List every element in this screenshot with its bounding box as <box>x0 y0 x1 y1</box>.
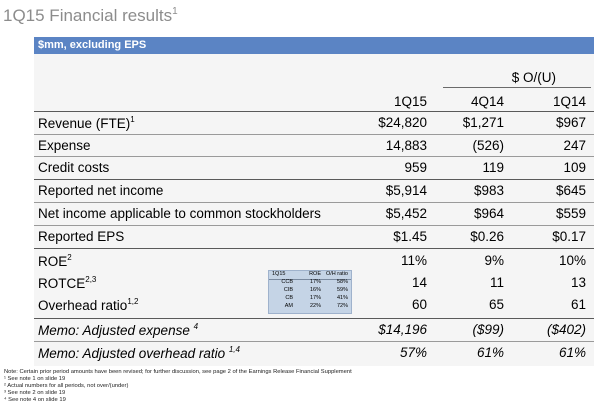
row-value: $5,914 <box>385 183 427 198</box>
row-value: $1,271 <box>462 115 504 130</box>
row-value: 61% <box>476 345 504 360</box>
row-value: 119 <box>482 160 504 175</box>
footnote: ¹ See note 1 on slide 19 <box>4 376 66 382</box>
row-label: Memo: Adjusted expense $^4$ <box>38 322 199 338</box>
row-value: $559 <box>555 206 586 221</box>
row-value: $967 <box>555 115 586 130</box>
footnote: Note: Certain prior period amounts have been revised; for further discussion, see page 2 of the Earnings Release Financial Supplement <box>4 369 352 375</box>
row-value: $14,196 <box>378 322 427 337</box>
row-label: Memo: Adjusted overhead ratio $^{1,4}$ <box>38 345 240 361</box>
row-divider <box>34 134 594 135</box>
row-divider <box>34 225 594 226</box>
row-value: 65 <box>488 297 504 312</box>
row-divider <box>34 202 594 203</box>
row-value: $0.17 <box>552 229 586 244</box>
row-value: $1.45 <box>393 229 427 244</box>
row-divider <box>34 156 594 157</box>
mini-table-row: CCB 17% 58% <box>281 279 348 285</box>
row-divider <box>34 341 594 342</box>
mini-table-row: CB 17% 41% <box>285 295 348 301</box>
row-value: 247 <box>563 138 586 153</box>
row-value: 959 <box>404 160 427 175</box>
row-value: 11 <box>489 275 504 290</box>
footnote: ⁴ See note 4 on slide 19 <box>4 397 66 403</box>
title-footnote: 1 <box>172 6 178 17</box>
comparison-underline <box>443 87 591 88</box>
header-divider <box>34 111 594 112</box>
row-label: Reported net income <box>38 183 164 198</box>
row-label: Expense <box>38 138 91 153</box>
column-header-1q15: 1Q15 <box>393 94 427 109</box>
units-header-bar: $mm, excluding EPS <box>34 37 594 54</box>
row-value: 9% <box>484 253 504 268</box>
row-value: $24,820 <box>378 115 427 130</box>
mini-table-row: AM 22% 72% <box>284 303 348 309</box>
mini-table-row: CIB 16% 59% <box>283 287 348 293</box>
column-header-1q14: 1Q14 <box>552 94 586 109</box>
row-label: Credit costs <box>38 160 110 175</box>
row-label: ROE$^2$ <box>38 253 72 269</box>
row-value: (526) <box>472 138 504 153</box>
row-value: 13 <box>570 275 586 290</box>
row-label: Net income applicable to common stockholders <box>38 206 321 221</box>
row-label: Overhead ratio$^{1,2}$ <box>38 297 139 313</box>
row-value: 14,883 <box>385 138 427 153</box>
row-value: 61 <box>570 297 586 312</box>
row-value: 109 <box>563 160 586 175</box>
row-value: 11% <box>400 253 427 268</box>
row-label: Revenue (FTE)$^1$ <box>38 115 135 131</box>
row-value: 10% <box>558 253 586 268</box>
row-value: ($402) <box>546 322 586 337</box>
footnote: ² Actual numbers for all periods, not over/(under) <box>4 383 129 389</box>
row-divider <box>34 318 594 319</box>
page-title: 1Q15 Financial results$^1$ <box>3 6 178 25</box>
row-divider <box>34 248 594 249</box>
row-value: $964 <box>473 206 504 221</box>
row-value: $983 <box>473 183 504 198</box>
row-divider <box>34 179 594 180</box>
mini-table-header: 1Q15 ROE O/H ratio <box>269 271 351 280</box>
row-value: $5,452 <box>385 206 427 221</box>
footnote: ³ See note 2 on slide 19 <box>4 390 66 396</box>
row-value: $645 <box>555 183 586 198</box>
row-value: 60 <box>411 297 427 312</box>
row-value: ($99) <box>472 322 504 337</box>
row-label: ROTCE$^{2,3}$ <box>38 275 97 291</box>
comparison-header: $ O/(U) <box>511 70 556 85</box>
column-header-4q14: 4Q14 <box>470 94 504 109</box>
row-value: 61% <box>558 345 586 360</box>
row-value: 57% <box>399 345 427 360</box>
row-value: $0.26 <box>470 229 504 244</box>
footnotes <box>4 369 352 404</box>
row-value: 14 <box>411 275 427 290</box>
row-label: Reported EPS <box>38 229 125 244</box>
segment-mini-table <box>268 270 352 314</box>
